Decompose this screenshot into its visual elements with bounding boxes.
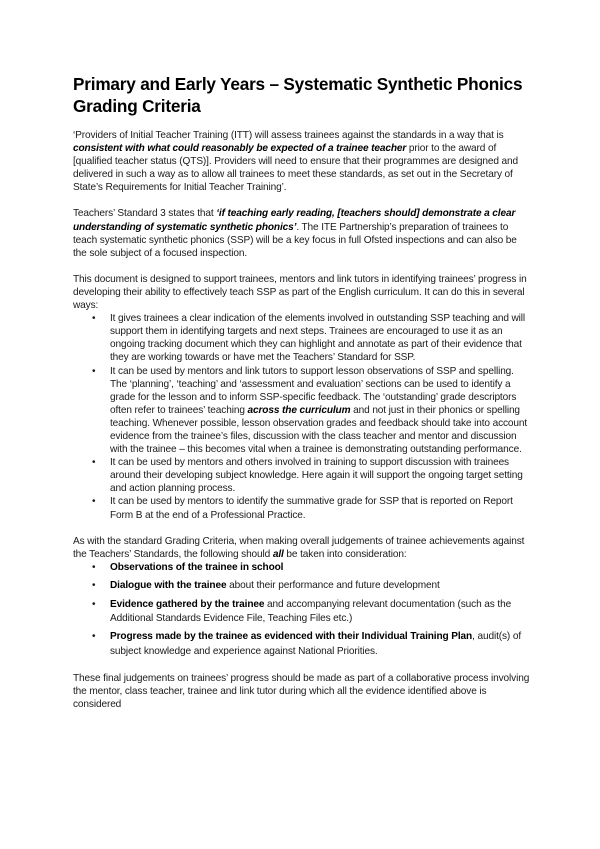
ways-list: [73, 312, 533, 522]
list-item-text: It can be used by mentors to identify the summative grade for SSP that is reported on Report Form B at the end of a Professional Practice.: [110, 496, 513, 521]
bullet-icon: •: [92, 580, 96, 592]
list-item-text: , audit(s) of subject knowledge and experience against National Priorities.: [110, 631, 522, 657]
list-item-heading: Observations of the trainee in school: [110, 561, 284, 573]
document-content: [73, 73, 533, 712]
document-title: Primary and Early Years – Systematic Synthetic Phonics Grading Criteria: [73, 74, 523, 116]
paragraph-text: prior to the award of [qualified teacher status (QTS)]. Providers will need to ensure that their programmes are designed and delivered in such a way as to allow all trainees to meet these standards, as set out in the Secretary of State’s Requirements for Initial Teacher Training’.: [73, 143, 519, 194]
bullet-icon: •: [92, 561, 96, 573]
list-item-text: It gives trainees a clear indication of the elements involved in outstanding SSP teaching and will support them in identifying targets and next steps. Trainees are encouraged to use it as an ongoing tracking document which they can highlight and annotate as part of their evidence that they are working towards or have met the Teachers’ Standard for SSP.: [110, 313, 526, 364]
list-item: [73, 598, 533, 627]
paragraph-text: As with the standard Grading Criteria, when making overall judgements of trainee achievements against the Teachers’ Standards, the following should: [73, 535, 525, 560]
considerations-list: [73, 561, 533, 659]
bullet-icon: •: [92, 598, 96, 610]
paragraph-text: Teachers’ Standard 3 states that: [73, 208, 217, 220]
paragraph-text: ‘Providers of Initial Teacher Training (ITT) will assess trainees against the standards in a way that is: [73, 130, 504, 141]
bullet-icon: •: [92, 496, 96, 508]
list-item: [73, 579, 533, 593]
list-item: [73, 630, 533, 659]
list-item-text: and not just in their phonics or spelling teaching. Whenever possible, lesson observation grades and feedback should take into account evidence from the trainee’s files, discussion with the class teacher and mentor and discussion with the trainee – this becomes vital when a trainee is demonstrating outstanding performance.: [110, 404, 528, 456]
emphasis-text: ‘if teaching early reading, [teachers should] demonstrate a clear understanding of systematic synthetic phonics’: [73, 208, 516, 233]
list-item: [73, 365, 533, 457]
bullet-icon: •: [92, 313, 96, 325]
paragraph-document-purpose: This document is designed to support trainees, mentors and link tutors in identifying trainees’ progress in developing their ability to effectively teach SSP as part of the English curriculum. It can do this in several ways:: [73, 273, 527, 312]
list-item-text: It can be used by mentors and link tutors to support lesson observations of SSP and spelling. The ‘planning’, ‘teaching’ and ‘assessment and evaluation’ sections can be used to identify a grade for the lesson and to inform SSP-specific feedback. The ‘outstanding’ grade descriptors often refer to trainees’ teaching: [110, 365, 517, 416]
list-item: [73, 312, 533, 364]
list-item-text: and accompanying relevant documentation (such as the Additional Standards Evidence File, Teaching Files etc.): [110, 598, 512, 625]
list-item: [73, 495, 533, 521]
list-item-heading: Evidence gathered by the trainee: [110, 598, 265, 610]
paragraph-grading-considerations: [73, 535, 533, 561]
paragraph-text: . The ITE Partnership’s preparation of trainees to teach systematic synthetic phonics (SSP) will be a key focus in full Ofsted inspections and can also be the sole subject of a focused inspection.: [73, 221, 517, 259]
list-item: [73, 456, 533, 495]
emphasis-text: across the curriculum: [247, 404, 351, 416]
list-item-heading: Dialogue with the trainee: [110, 580, 227, 592]
list-item: [73, 561, 533, 575]
bullet-icon: •: [92, 457, 96, 469]
list-item-text: It can be used by mentors and others involved in training to support discussion with trainees around their developing subject knowledge. Here again it will support the ongoing target setting and action planning process.: [110, 457, 523, 495]
emphasis-text: consistent with what could reasonably be expected of a trainee teacher: [73, 143, 407, 155]
emphasis-text: all: [272, 548, 284, 560]
list-item-heading: Progress made by the trainee as evidenced with their Individual Training Plan: [110, 631, 473, 643]
paragraph-final-judgements: These final judgements on trainees’ progress should be made as part of a collaborative process involving the mentor, class teacher, trainee and link tutor during which all the evidence identified above is considered: [73, 673, 530, 711]
list-item-text: about their performance and future development: [226, 580, 440, 592]
bullet-icon: •: [92, 365, 96, 377]
paragraph-teachers-standard-3: [73, 207, 533, 259]
paragraph-text: be taken into consideration:: [283, 548, 407, 560]
bullet-icon: •: [92, 631, 96, 643]
paragraph-itt-providers: [73, 129, 533, 194]
